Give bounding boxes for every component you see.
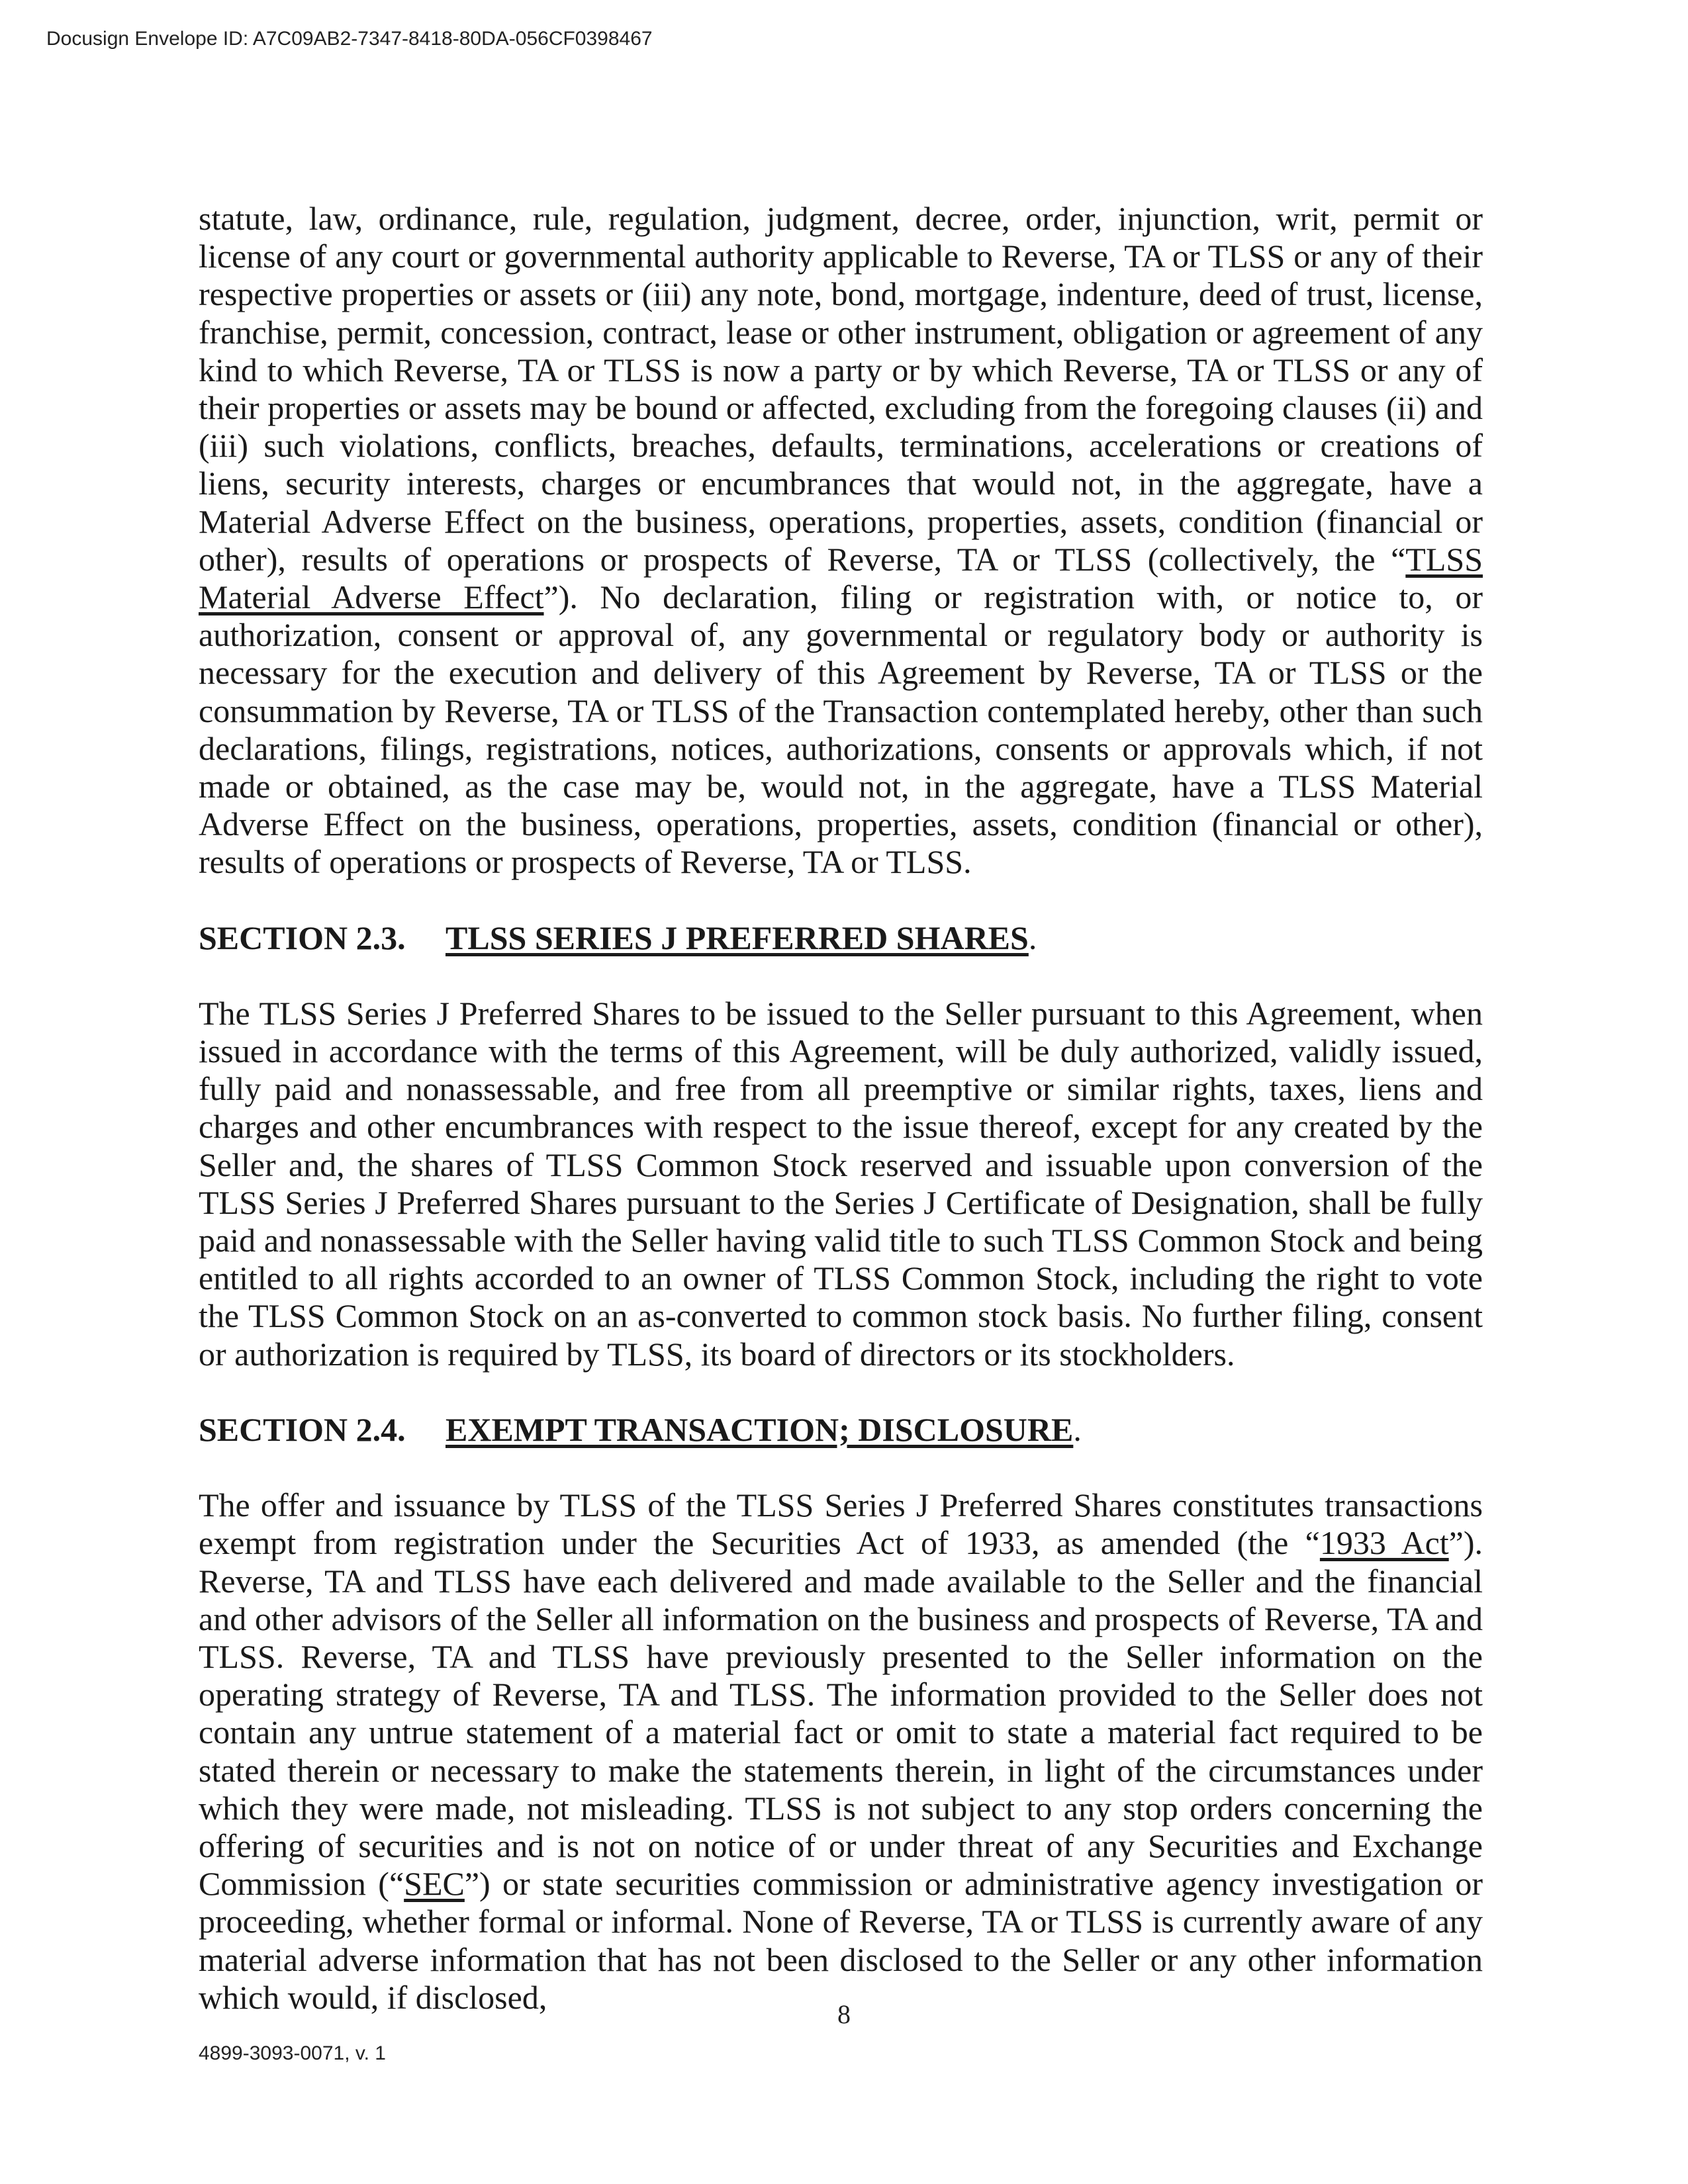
paragraph-text: The offer and issuance by TLSS of the TLSS Series J Preferred Shares constitutes transactions exempt from registration under the Securities Act of 1933, as amended (the “ <box>199 1486 1483 1562</box>
section-period: . <box>1028 919 1037 956</box>
paragraph-text: statute, law, ordinance, rule, regulation, judgment, decree, order, injunction, writ, permit or license of any court or governmental authority applicable to Reverse, TA or TLSS or any of their respective properties or assets or (iii) any note, bond, mortgage, indenture, deed of trust, license, franchise, permit, concession, contract, lease or other instrument, obligation or agreement of any kind to which Reverse, TA or TLSS is now a party or by which Reverse, TA or TLSS or any of their properties or assets may be bound or affected, excluding from the foregoing clauses (ii) and (iii) such violations, conflicts, breaches, defaults, terminations, accelerations or creations of liens, security interests, charges or encumbrances that would not, in the aggregate, have a Material Adverse Effect on the business, operations, properties, assets, condition (financial or other), results of operations or prospects of Reverse, TA or TLSS (collectively, the “ <box>199 200 1483 578</box>
section-period: . <box>1073 1410 1082 1448</box>
section-2-4-paragraph <box>199 1486 1483 2017</box>
paragraph-continuation <box>199 200 1483 882</box>
section-title: EXEMPT TRANSACTION; DISCLOSURE <box>445 1410 1074 1448</box>
section-number: SECTION 2.4. <box>199 1410 406 1448</box>
section-title: TLSS SERIES J PREFERRED SHARES <box>445 919 1029 956</box>
section-number: SECTION 2.3. <box>199 919 406 956</box>
document-body <box>199 200 1483 2017</box>
section-2-3-paragraph: The TLSS Series J Preferred Shares to be issued to the Seller pursuant to this Agreement, when issued in accordance with the terms of this Agreement, will be duly authorized, validly issued, fully paid and nonassessable, and free from all preemptive or similar rights, taxes, liens and charges and other encumbrances with respect to the issue thereof, except for any created by the Seller and, the shares of TLSS Common Stock reserved and issuable upon conversion of the TLSS Series J Preferred Shares pursuant to the Series J Certificate of Designation, shall be fully paid and nonassessable with the Seller having valid title to such TLSS Common Stock and being entitled to all rights accorded to an owner of TLSS Common Stock, including the right to vote the TLSS Common Stock on an as-converted to common stock basis. No further filing, consent or authorization is required by TLSS, its board of directors or its stockholders. <box>199 994 1483 1373</box>
paragraph-text: ”). Reverse, TA and TLSS have each delivered and made available to the Seller and the financial and other advisors of the Seller all information on the business and prospects of Reverse, TA and TLSS. Reverse, TA and TLSS have previously presented to the Seller information on the operating strategy of Reverse, TA and TLSS. The information provided to the Seller does not contain any untrue statement of a material fact or omit to state a material fact required to be stated therein or necessary to make the statements therein, in light of the circumstances under which they were made, not misleading. TLSS is not subject to any stop orders concerning the offering of securities and is not on notice of or under threat of any Securities and Exchange Commission (“ <box>199 1524 1483 1903</box>
defined-term-1933-act: 1933 Act <box>1319 1524 1449 1562</box>
document-id-footer: 4899-3093-0071, v. 1 <box>199 2042 386 2064</box>
page-number: 8 <box>837 1999 851 2029</box>
paragraph-text: ”). No declaration, filing or registration with, or notice to, or authorization, consent or approval of, any governmental or regulatory body or authority is necessary for the execution and delivery of this Agreement by Reverse, TA or TLSS or the consummation by Reverse, TA or TLSS of the Transaction contemplated hereby, other than such declarations, filings, registrations, notices, authorizations, consents or approvals which, if not made or obtained, as the case may be, would not, in the aggregate, have a TLSS Material Adverse Effect on the business, operations, properties, assets, condition (financial or other), results of operations or prospects of Reverse, TA or TLSS. <box>199 578 1483 881</box>
defined-term-sec: SEC <box>404 1865 465 1903</box>
docusign-envelope-id: Docusign Envelope ID: A7C09AB2-7347-8418-80DA-056CF0398467 <box>46 28 653 50</box>
defined-term-tlss-mae: TLSS Material Adverse Effect <box>199 540 1483 616</box>
section-2-3-heading <box>199 919 1483 957</box>
paragraph-text: ”) or state securities commission or administrative agency investigation or proceeding, whether formal or informal. None of Reverse, TA or TLSS is currently aware of any material adverse information that has not been disclosed to the Seller or any other information which would, if disclosed, <box>199 1865 1483 2016</box>
section-2-4-heading <box>199 1411 1483 1449</box>
